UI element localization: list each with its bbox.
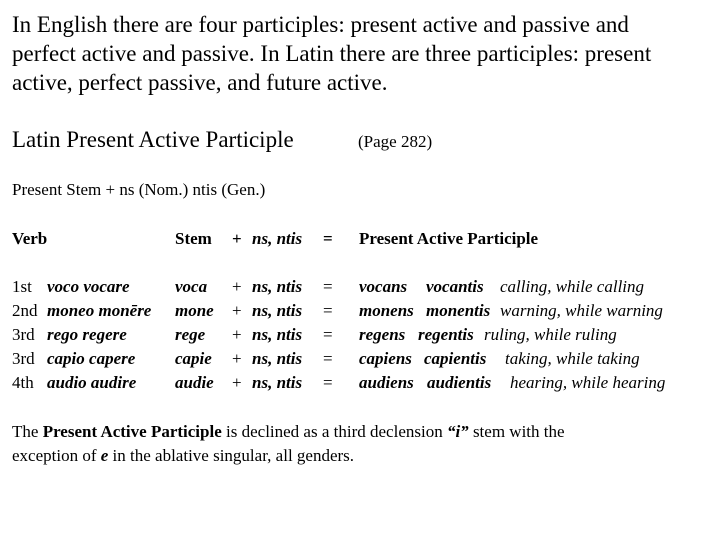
table-row xyxy=(0,301,720,325)
row-endings: ns, ntis xyxy=(252,277,303,296)
row-nominative: vocans xyxy=(359,277,408,296)
footer-line xyxy=(12,444,712,468)
row-endings: ns, ntis xyxy=(252,301,303,320)
row-equals: = xyxy=(323,325,333,344)
row-verb: audio audire xyxy=(47,373,137,392)
header-stem: Stem xyxy=(175,229,212,248)
footer-i-stem: “i” xyxy=(446,422,469,441)
row-stem: capie xyxy=(175,349,212,368)
row-plus: + xyxy=(232,349,242,368)
footer-text: in the ablative singular, all genders. xyxy=(108,446,355,465)
row-meaning: hearing, while hearing xyxy=(510,373,666,392)
row-verb: rego regere xyxy=(47,325,127,344)
row-verb: capio capere xyxy=(47,349,136,368)
row-nominative: capiens xyxy=(359,349,412,368)
table-row xyxy=(0,349,720,373)
row-stem: mone xyxy=(175,301,214,320)
row-plus: + xyxy=(232,301,242,320)
footer-text: stem with the xyxy=(468,422,565,441)
row-stem: audie xyxy=(175,373,214,392)
row-genitive: monentis xyxy=(426,301,491,320)
table-row xyxy=(0,373,720,397)
row-meaning: ruling, while ruling xyxy=(484,325,617,344)
row-conjugation: 4th xyxy=(12,373,34,392)
row-conjugation: 3rd xyxy=(12,325,35,344)
row-equals: = xyxy=(323,301,333,320)
intro-line: active, perfect passive, and future active. xyxy=(12,70,388,95)
header-equals: = xyxy=(323,229,333,248)
formula-line: Present Stem + ns (Nom.) ntis (Gen.) xyxy=(12,180,266,199)
row-conjugation: 3rd xyxy=(12,349,35,368)
footer-note xyxy=(12,420,712,468)
row-conjugation: 2nd xyxy=(12,301,38,320)
footer-text: The xyxy=(12,422,43,441)
row-conjugation: 1st xyxy=(12,277,32,296)
row-genitive: vocantis xyxy=(426,277,484,296)
row-plus: + xyxy=(232,325,242,344)
table-row xyxy=(0,277,720,301)
header-result: Present Active Participle xyxy=(359,229,539,248)
footer-line xyxy=(12,420,712,444)
table-row xyxy=(0,325,720,349)
page-reference: (Page 282) xyxy=(358,132,433,151)
row-nominative: audiens xyxy=(359,373,414,392)
row-stem: rege xyxy=(175,325,206,344)
row-endings: ns, ntis xyxy=(252,325,303,344)
row-endings: ns, ntis xyxy=(252,349,303,368)
intro-paragraph xyxy=(12,10,712,97)
footer-e-letter: e xyxy=(100,446,109,465)
row-nominative: monens xyxy=(359,301,414,320)
row-meaning: calling, while calling xyxy=(500,277,645,296)
intro-line: perfect active and passive. In Latin there are three participles: present xyxy=(12,41,652,66)
section-title: Latin Present Active Participle xyxy=(12,127,294,152)
header-endings: ns, ntis xyxy=(252,229,303,248)
footer-text: exception of xyxy=(12,446,101,465)
row-genitive: audientis xyxy=(427,373,492,392)
intro-line: In English there are four participles: present active and passive and xyxy=(12,12,629,37)
row-stem: voca xyxy=(175,277,208,296)
footer-text: is declined as a third declension xyxy=(221,422,447,441)
row-nominative: regens xyxy=(359,325,406,344)
row-equals: = xyxy=(323,277,333,296)
row-genitive: regentis xyxy=(418,325,474,344)
row-plus: + xyxy=(232,277,242,296)
row-endings: ns, ntis xyxy=(252,373,303,392)
header-plus: + xyxy=(232,229,242,248)
row-meaning: taking, while taking xyxy=(505,349,640,368)
row-plus: + xyxy=(232,373,242,392)
row-genitive: capientis xyxy=(424,349,487,368)
row-verb: voco vocare xyxy=(47,277,130,296)
row-equals: = xyxy=(323,373,333,392)
footer-term: Present Active Participle xyxy=(42,422,222,441)
row-equals: = xyxy=(323,349,333,368)
row-meaning: warning, while warning xyxy=(500,301,663,320)
row-verb: moneo monēre xyxy=(47,301,152,320)
header-verb: Verb xyxy=(12,229,48,248)
